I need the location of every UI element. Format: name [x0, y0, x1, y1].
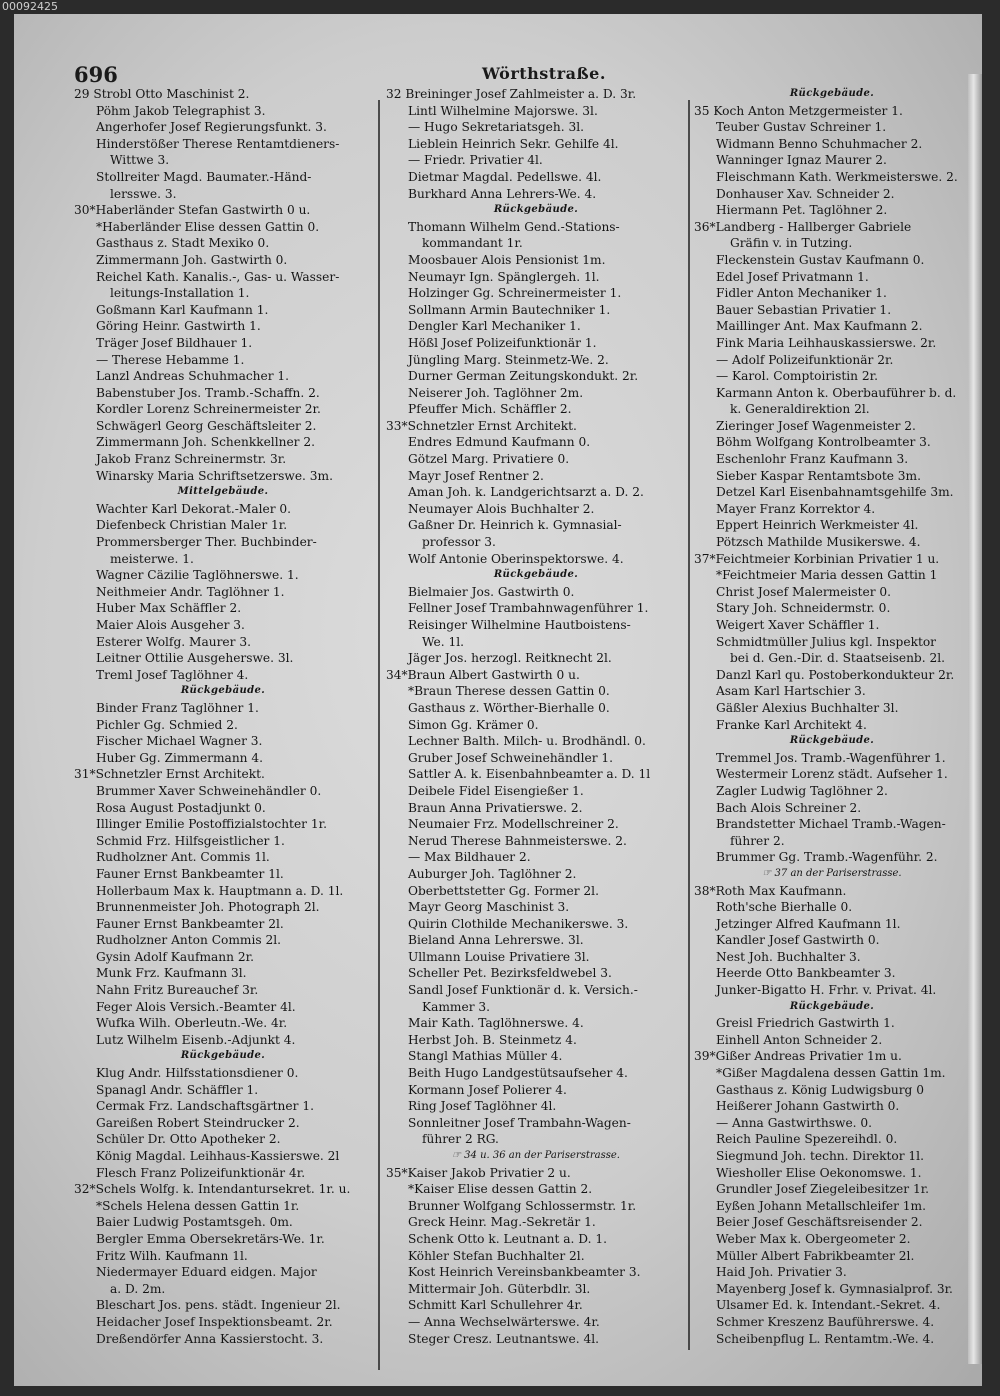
directory-line: Sandl Josef Funktionär d. k. Versich.-: [408, 983, 638, 998]
directory-line: Junker-Bigatto H. Frhr. v. Privat. 4l.: [716, 983, 937, 998]
column-rule: [688, 100, 690, 1350]
house-number-entry: 30*Haberländer Stefan Gastwirth 0 u.: [74, 203, 311, 218]
directory-line: Zagler Ludwig Taglöhner 2.: [716, 783, 888, 798]
directory-line: Wachter Karl Dekorat.-Maler 0.: [96, 501, 292, 516]
directory-line: Brummer Gg. Tramb.-Wagenführ. 2.: [716, 850, 938, 865]
directory-line: Nest Joh. Buchhalter 3.: [716, 949, 861, 964]
directory-line: Eppert Heinrich Werkmeister 4l.: [716, 518, 919, 533]
directory-line: Fidler Anton Mechaniker 1.: [716, 286, 887, 301]
house-number-entry: 36*Landberg - Hallberger Gabriele: [694, 219, 912, 234]
directory-line: Baier Ludwig Postamtsgeh. 0m.: [96, 1215, 293, 1230]
directory-line: Widmann Benno Schuhmacher 2.: [716, 136, 923, 151]
directory-line: Mayr Georg Maschinist 3.: [408, 900, 570, 915]
directory-line: Donhauser Xav. Schneider 2.: [716, 186, 895, 201]
cross-reference: ☞ 37 an der Pariserstrasse.: [762, 867, 902, 879]
column-rule: [378, 100, 380, 1370]
directory-line: Stangl Mathias Müller 4.: [408, 1049, 563, 1064]
directory-line: Bieland Anna Lehrerswe. 3l.: [408, 933, 584, 948]
directory-line: Mayenberg Josef k. Gymnasialprof. 3r.: [716, 1281, 953, 1296]
directory-line: Kordler Lorenz Schreinermeister 2r.: [96, 402, 321, 417]
column-2: [386, 86, 686, 1347]
directory-line: Quirin Clothilde Mechanikerswe. 3.: [408, 916, 629, 931]
directory-line: Steger Cresz. Leutnantswe. 4l.: [408, 1331, 600, 1346]
directory-line: Moosbauer Alois Pensionist 1m.: [408, 252, 606, 267]
directory-line: Reichel Kath. Kanalis.-, Gas- u. Wasser-: [96, 269, 340, 284]
directory-line: Thomann Wilhelm Gend.-Stations-: [408, 219, 620, 234]
house-number-entry: 39*Gißer Andreas Privatier 1m u.: [694, 1049, 902, 1064]
cross-reference: ☞ 34 u. 36 an der Pariserstrasse.: [452, 1150, 620, 1161]
directory-line: Zimmermann Joh. Gastwirth 0.: [96, 252, 288, 267]
directory-line: König Magdal. Leihhaus-Kassierswe. 2l: [96, 1149, 340, 1163]
house-number-entry: 32 Breininger Josef Zahlmeister a. D. 3r.: [386, 87, 637, 101]
directory-line: Götzel Marg. Privatiere 0.: [408, 452, 570, 467]
page-edge: [968, 74, 982, 1364]
directory-line: Weigert Xaver Schäffler 1.: [716, 618, 880, 632]
directory-line: Klug Andr. Hilfsstationsdiener 0.: [96, 1066, 299, 1081]
directory-line: Lieblein Heinrich Sekr. Gehilfe 4l.: [408, 136, 619, 151]
house-number-entry: 31*Schnetzler Ernst Architekt.: [74, 767, 265, 782]
directory-line: Herbst Joh. B. Steinmetz 4.: [408, 1032, 577, 1047]
directory-page: [14, 14, 982, 1386]
directory-line: Hinderstößer Therese Rentamtdieners-: [96, 136, 340, 151]
directory-line: Reich Pauline Spezereihdl. 0.: [716, 1132, 898, 1147]
directory-line: Flesch Franz Polizeifunktionär 4r.: [96, 1165, 306, 1180]
directory-line-continued: Gräfin v. in Tutzing.: [730, 236, 853, 251]
directory-line: Fleischmann Kath. Werkmeisterswe. 2.: [716, 169, 958, 184]
directory-line: Lintl Wilhelmine Majorswe. 3l.: [408, 103, 598, 118]
directory-line: — Anna Gastwirthswe. 0.: [716, 1115, 873, 1130]
directory-line: Scheller Pet. Bezirksfeldwebel 3.: [408, 966, 612, 981]
directory-line: Neumayer Alois Buchhalter 2.: [408, 501, 595, 516]
directory-line: Siegmund Joh. techn. Direktor 1l.: [716, 1149, 924, 1163]
directory-line: Brandstetter Michael Tramb.-Wagen-: [716, 817, 946, 832]
directory-line: Hößl Josef Polizeifunktionär 1.: [408, 335, 597, 350]
directory-line: Fellner Josef Trambahnwagenführer 1.: [408, 601, 649, 616]
directory-line: Binder Franz Taglöhner 1.: [96, 700, 259, 715]
directory-line: Rudholzner Ant. Commis 1l.: [96, 850, 270, 865]
directory-line: Träger Josef Bildhauer 1.: [96, 335, 253, 350]
directory-line: Pötzsch Mathilde Musikerswe. 4.: [716, 535, 921, 550]
directory-line: — Max Bildhauer 2.: [408, 850, 531, 865]
column-3: [694, 86, 970, 1347]
directory-line: Mayr Josef Rentner 2.: [408, 468, 544, 483]
directory-line: Schwägerl Georg Geschäftsleiter 2.: [96, 418, 317, 433]
directory-line: Nahn Fritz Bureauchef 3r.: [96, 983, 259, 998]
directory-line: Holzinger Gg. Schreinermeister 1.: [408, 286, 622, 301]
directory-line: Esterer Wolfg. Maurer 3.: [96, 634, 251, 649]
directory-line: Kandler Josef Gastwirth 0.: [716, 933, 880, 948]
directory-line-continued: Wittwe 3.: [110, 153, 170, 168]
directory-line: Simon Gg. Krämer 0.: [408, 717, 539, 732]
directory-line: Rudholzner Anton Commis 2l.: [96, 933, 282, 948]
directory-line: Hiermann Pet. Taglöhner 2.: [716, 203, 888, 218]
directory-line: Huber Gg. Zimmermann 4.: [96, 750, 264, 765]
directory-line: Gaßner Dr. Heinrich k. Gymnasial-: [408, 518, 622, 533]
page-number: 696: [74, 62, 118, 87]
directory-line: Rosa August Postadjunkt 0.: [96, 800, 266, 815]
directory-line: Illinger Emilie Postoffizialstochter 1r.: [96, 817, 327, 832]
directory-line: Dreßendörfer Anna Kassierstocht. 3.: [96, 1331, 324, 1346]
directory-line: Mair Kath. Taglöhnerswe. 4.: [408, 1016, 584, 1031]
directory-line: Lanzl Andreas Schuhmacher 1.: [96, 369, 290, 384]
scan-id: 00092425: [2, 0, 58, 13]
directory-line: Diefenbeck Christian Maler 1r.: [96, 518, 288, 533]
directory-line: Heidacher Josef Inspektionsbeamt. 2r.: [96, 1314, 333, 1329]
house-number-entry: 35*Kaiser Jakob Privatier 2 u.: [386, 1165, 571, 1180]
directory-line: Hollerbaum Max k. Hauptmann a. D. 1l.: [96, 883, 344, 898]
directory-line: Fritz Wilh. Kaufmann 1l.: [96, 1248, 248, 1263]
directory-line: Wiesholler Elise Oekonomswe. 1.: [716, 1165, 922, 1180]
directory-line: Heißerer Johann Gastwirth 0.: [716, 1099, 900, 1114]
house-number-entry: 35 Koch Anton Metzgermeister 1.: [694, 103, 903, 118]
directory-line: Bergler Emma Obersekretärs-We. 1r.: [96, 1231, 325, 1246]
directory-line: Teuber Gustav Schreiner 1.: [716, 120, 887, 135]
directory-line: Wanninger Ignaz Maurer 2.: [716, 153, 887, 168]
directory-line: Niedermayer Eduard eidgen. Major: [96, 1265, 317, 1280]
section-heading: Rückgebäude.: [180, 685, 266, 697]
directory-line: Fink Maria Leihhauskassierswe. 2r.: [716, 335, 937, 350]
directory-line: Neiserer Joh. Taglöhner 2m.: [408, 385, 584, 400]
directory-line: Grundler Josef Ziegeleibesitzer 1r.: [716, 1182, 930, 1197]
directory-line: Maier Alois Ausgeher 3.: [96, 618, 245, 632]
directory-line: Maillinger Ant. Max Kaufmann 2.: [716, 319, 923, 334]
section-heading: Rückgebäude.: [789, 735, 875, 747]
directory-line: Köhler Stefan Buchhalter 2l.: [408, 1248, 585, 1263]
directory-line: *Schels Helena dessen Gattin 1r.: [96, 1198, 300, 1213]
directory-line: *Braun Therese dessen Gattin 0.: [408, 684, 610, 699]
directory-line: Sieber Kaspar Rentamtsbote 3m.: [716, 468, 921, 483]
directory-line: Jetzinger Alfred Kaufmann 1l.: [716, 916, 901, 931]
directory-line: Mittermair Joh. Güterbdlr. 3l.: [408, 1281, 591, 1296]
section-heading: Rückgebäude.: [789, 1000, 875, 1012]
directory-line-continued: leitungs-Installation 1.: [110, 286, 250, 301]
directory-line: Munk Frz. Kaufmann 3l.: [96, 966, 247, 981]
directory-line: Ring Josef Taglöhner 4l.: [408, 1099, 557, 1114]
directory-line-continued: a. D. 2m.: [110, 1281, 166, 1296]
directory-line: Gasthaus z. König Ludwigsburg 0: [716, 1082, 924, 1097]
directory-line: — Hugo Sekretariatsgeh. 3l.: [408, 120, 584, 135]
directory-line: Treml Josef Taglöhner 4.: [96, 667, 249, 682]
directory-line: Durner German Zeitungskondukt. 2r.: [408, 369, 639, 384]
running-head: Wörthstraße.: [482, 64, 606, 83]
directory-line: Auburger Joh. Taglöhner 2.: [408, 866, 577, 881]
directory-line: Edel Josef Privatmann 1.: [716, 269, 869, 284]
directory-line: Bleschart Jos. pens. städt. Ingenieur 2l.: [96, 1298, 341, 1313]
directory-line: Feger Alois Versich.-Beamter 4l.: [96, 999, 296, 1014]
directory-line: Mayer Franz Korrektor 4.: [716, 501, 876, 516]
section-heading: Rückgebäude.: [493, 569, 579, 581]
directory-line: *Gißer Magdalena dessen Gattin 1m.: [716, 1066, 946, 1081]
directory-line: Cermak Frz. Landschaftsgärtner 1.: [96, 1099, 314, 1114]
directory-line: Bauer Sebastian Privatier 1.: [716, 302, 892, 317]
directory-line: Wufka Wilh. Oberleutn.-We. 4r.: [96, 1016, 288, 1031]
directory-line: Franke Karl Architekt 4.: [716, 717, 867, 732]
directory-line-continued: kommandant 1r.: [422, 236, 523, 251]
directory-line: Wolf Antonie Oberinspektorswe. 4.: [408, 551, 624, 566]
directory-line: Schmitt Karl Schullehrer 4r.: [408, 1298, 583, 1313]
directory-line: Fauner Ernst Bankbeamter 1l.: [96, 866, 284, 881]
directory-line: Detzel Karl Eisenbahnamtsgehilfe 3m.: [716, 485, 954, 500]
directory-line-continued: meisterwe. 1.: [110, 551, 194, 566]
directory-line: Fauner Ernst Bankbeamter 2l.: [96, 916, 284, 931]
directory-line-continued: führer 2.: [730, 833, 785, 848]
directory-line: Gysin Adolf Kaufmann 2r.: [96, 949, 254, 964]
directory-line: Eschenlohr Franz Kaufmann 3.: [716, 452, 909, 467]
directory-line: Spanagl Andr. Schäffler 1.: [96, 1082, 259, 1097]
directory-line: Braun Anna Privatierswe. 2.: [408, 800, 583, 815]
directory-line: — Adolf Polizeifunktionär 2r.: [716, 352, 894, 367]
directory-line-continued: professor 3.: [422, 535, 496, 550]
directory-line: Eyßen Johann Metallschleifer 1m.: [716, 1198, 926, 1213]
directory-line: Sattler A. k. Eisenbahnbeamter a. D. 1l: [408, 767, 651, 782]
directory-line: Danzl Karl qu. Postoberkondukteur 2r.: [716, 667, 955, 682]
house-number-entry: 34*Braun Albert Gastwirth 0 u.: [386, 667, 580, 682]
directory-line: Schenk Otto k. Leutnant a. D. 1.: [408, 1231, 607, 1246]
directory-line-continued: lersswe. 3.: [110, 186, 177, 201]
directory-line: Leitner Ottilie Ausgeherswe. 3l.: [96, 651, 294, 666]
directory-line-continued: We. 1l.: [422, 634, 465, 649]
directory-line: Prommersberger Ther. Buchbinder-: [96, 535, 317, 550]
directory-line: Lechner Balth. Milch- u. Brodhändl. 0.: [408, 734, 646, 749]
section-heading: Rückgebäude.: [180, 1050, 266, 1062]
directory-line: Ziеringer Josef Wagenmeister 2.: [716, 418, 916, 433]
directory-line: Karmann Anton k. Oberbauführer b. d.: [716, 385, 957, 400]
directory-line: — Therese Hebamme 1.: [96, 352, 245, 367]
directory-line: Oberbettstetter Gg. Former 2l.: [408, 883, 599, 898]
directory-line: Gareißen Robert Steindrucker 2.: [96, 1115, 300, 1130]
directory-line: Beith Hugo Landgestütsaufseher 4.: [408, 1066, 628, 1081]
directory-line: Heerde Otto Bankbeamter 3.: [716, 966, 896, 981]
directory-line: Angerhofer Josef Regierungsfunkt. 3.: [96, 120, 327, 135]
directory-line: *Kaiser Elise dessen Gattin 2.: [408, 1182, 593, 1197]
directory-line: Nerud Therese Bahnmeisterswe. 2.: [408, 833, 627, 848]
directory-line-continued: führer 2 RG.: [422, 1132, 499, 1147]
house-number-entry: 37*Feichtmeier Korbinian Privatier 1 u.: [694, 551, 940, 566]
directory-line: Christ Josef Malermeister 0.: [716, 584, 892, 599]
directory-line: Fischer Michael Wagner 3.: [96, 734, 263, 749]
directory-line: Jüngling Marg. Steinmetz-We. 2.: [408, 352, 609, 367]
directory-line: Brummer Xaver Schweinehändler 0.: [96, 783, 322, 798]
directory-line: Kormann Josef Polierer 4.: [408, 1082, 567, 1097]
directory-line: Pichler Gg. Schmied 2.: [96, 717, 238, 732]
directory-line: Sonnleitner Josef Trambahn-Wagen-: [408, 1115, 631, 1130]
directory-line: Pfeuffer Mich. Schäffler 2.: [408, 402, 572, 417]
directory-line: Jäger Jos. herzogl. Reitknecht 2l.: [408, 651, 612, 666]
directory-line: Brunner Wolfgang Schlossermstr. 1r.: [408, 1198, 637, 1213]
directory-line: Müller Albert Fabrikbeamter 2l.: [716, 1248, 915, 1263]
directory-line: Endres Edmund Kaufmann 0.: [408, 435, 591, 450]
directory-line: Schmid Frz. Hilfsgeistlicher 1.: [96, 833, 285, 848]
directory-line: Winarsky Maria Schriftsetzerswe. 3m.: [96, 468, 333, 483]
directory-line: Schüler Dr. Otto Apotheker 2.: [96, 1132, 281, 1147]
directory-line: Bach Alois Schreiner 2.: [716, 800, 862, 815]
directory-line: Lutz Wilhelm Eisenb.-Adjunkt 4.: [96, 1032, 296, 1047]
directory-line: Brunnenmeister Joh. Photograph 2l.: [96, 900, 320, 915]
directory-line: Neumayr Ign. Spänglergeh. 1l.: [408, 269, 600, 284]
directory-line: Einhell Anton Schneider 2.: [716, 1032, 883, 1047]
directory-line: Gäßler Alexius Buchhalter 3l.: [716, 700, 899, 715]
directory-line: Ullmann Louise Privatiere 3l.: [408, 949, 590, 964]
directory-line: Aman Joh. k. Landgerichtsarzt a. D. 2.: [408, 485, 644, 500]
directory-line: Gasthaus z. Stadt Mexiko 0.: [96, 236, 270, 251]
directory-line: Dengler Karl Mechaniker 1.: [408, 319, 581, 334]
directory-line: Neithmeier Andr. Taglöhner 1.: [96, 584, 285, 599]
section-heading: Mittelgebäude.: [177, 486, 269, 498]
directory-line-continued: bei d. Gen.-Dir. d. Staatseisenb. 2l.: [730, 651, 946, 666]
directory-line: Neumaier Frz. Modellschreiner 2.: [408, 817, 619, 832]
directory-line: Babenstuber Jos. Tramb.-Schaffn. 2.: [96, 385, 320, 400]
directory-line: Goßmann Karl Kaufmann 1.: [96, 302, 269, 317]
directory-line: Bielmaier Jos. Gastwirth 0.: [408, 584, 575, 599]
directory-line: Weber Max k. Obergeometer 2.: [716, 1231, 911, 1246]
section-heading: Rückgebäude.: [493, 204, 579, 216]
directory-line: Schmidtmüller Julius kgl. Inspektor: [716, 634, 937, 649]
directory-line: Schmer Kreszenz Bauführerswe. 4.: [716, 1314, 935, 1329]
directory-line: Sollmann Armin Bautechniker 1.: [408, 302, 611, 317]
directory-line: Reisinger Wilhelmine Hautboistens-: [408, 618, 631, 632]
directory-line-continued: Kammer 3.: [422, 999, 491, 1014]
directory-line: Göring Heinr. Gastwirth 1.: [96, 319, 261, 334]
directory-line: Stary Joh. Schneidermstr. 0.: [716, 601, 891, 616]
directory-line: *Haberländer Elise dessen Gattin 0.: [96, 219, 320, 234]
directory-line-continued: k. Generaldirektion 2l.: [730, 402, 870, 417]
directory-line: *Feichtmeier Maria dessen Gattin 1: [716, 568, 938, 583]
directory-line: Deibele Fidel Eisengießer 1.: [408, 783, 584, 798]
directory-line: Burkhard Anna Lehrers-We. 4.: [408, 186, 597, 201]
directory-line: Beier Josef Geschäftsreisender 2.: [716, 1215, 923, 1230]
house-number-entry: 32*Schels Wolfg. k. Intendantursekret. 1r. u.: [74, 1182, 351, 1197]
directory-line: Wagner Cäzilie Taglöhnerswe. 1.: [96, 568, 299, 583]
directory-line: Asam Karl Hartschier 3.: [716, 684, 866, 699]
directory-line: Roth'sche Bierhalle 0.: [716, 900, 853, 915]
directory-line: Dietmar Magdal. Pedellswe. 4l.: [408, 169, 602, 184]
directory-line: Fleckenstein Gustav Kaufmann 0.: [716, 252, 925, 267]
directory-line: — Karol. Comptoiristin 2r.: [716, 369, 879, 384]
house-number-entry: 38*Roth Max Kaufmann.: [694, 883, 847, 898]
directory-line: Scheibenpflug L. Rentamtm.-We. 4.: [716, 1331, 935, 1346]
directory-line: Zimmermann Joh. Schenkkellner 2.: [96, 435, 315, 450]
directory-line: Greck Heinr. Mag.-Sekretär 1.: [408, 1215, 596, 1230]
directory-line: Tremmel Jos. Tramb.-Wagenführer 1.: [716, 750, 946, 765]
directory-line: Haid Joh. Privatier 3.: [716, 1265, 847, 1280]
section-heading: Rückgebäude.: [789, 88, 875, 99]
column-1: [74, 86, 372, 1347]
directory-line: Kost Heinrich Vereinsbankbeamter 3.: [408, 1265, 641, 1280]
directory-line: Westermeir Lorenz städt. Aufseher 1.: [716, 767, 948, 782]
directory-line: Greisl Friedrich Gastwirth 1.: [716, 1016, 895, 1031]
directory-line: Stollreiter Magd. Baumater.-Händ-: [96, 169, 312, 184]
directory-line: Pöhm Jakob Telegraphist 3.: [96, 103, 266, 118]
directory-line: — Anna Wechselwärterswe. 4r.: [408, 1314, 600, 1329]
directory-line: Jakob Franz Schreinermstr. 3r.: [96, 452, 287, 467]
house-number-entry: 33*Schnetzler Ernst Architekt.: [386, 418, 577, 433]
directory-line: Gruber Josef Schweinehändler 1.: [408, 750, 614, 765]
directory-line: — Friedr. Privatier 4l.: [408, 153, 543, 168]
directory-line: Ulsamer Ed. k. Intendant.-Sekret. 4.: [716, 1298, 941, 1313]
directory-line: Huber Max Schäffler 2.: [96, 601, 242, 616]
directory-line: Gasthaus z. Wörther-Bierhalle 0.: [408, 700, 610, 715]
house-number-entry: 29 Strobl Otto Maschinist 2.: [74, 87, 250, 101]
directory-line: Böhm Wolfgang Kontrolbeamter 3.: [716, 435, 931, 450]
